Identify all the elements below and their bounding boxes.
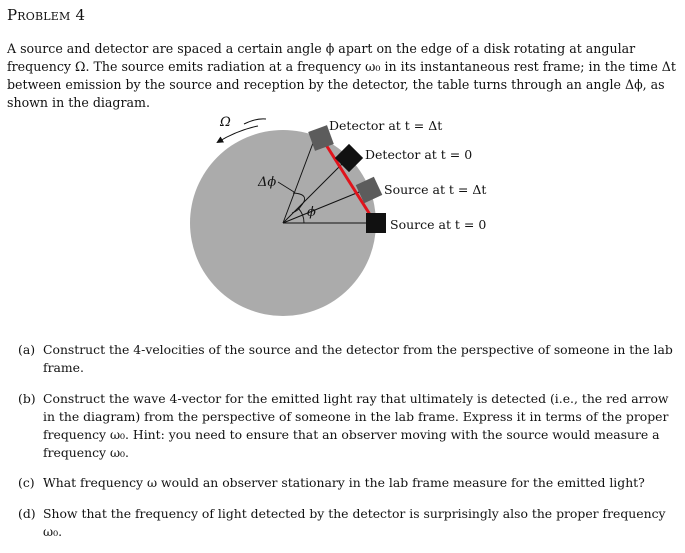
problem-title-text: Problem 4 xyxy=(7,6,86,24)
question-item xyxy=(18,505,678,541)
question-text: Show that the frequency of light detected by the detector is surprisingly also the proper frequency ω₀. xyxy=(43,505,666,539)
detector-dt-label: Detector at t = Δt xyxy=(329,118,443,133)
rotating-disk-diagram xyxy=(186,108,506,308)
source-dt-label: Source at t = Δt xyxy=(384,182,487,197)
source-initial-box xyxy=(366,213,386,233)
detector-0-label: Detector at t = 0 xyxy=(365,147,473,162)
question-item xyxy=(18,474,678,492)
phi-label: ϕ xyxy=(307,205,316,220)
delta-phi-label: Δϕ xyxy=(258,175,277,190)
question-item xyxy=(18,341,678,377)
diagram-svg xyxy=(186,108,506,308)
omega-label: Ω xyxy=(220,115,231,130)
problem-intro xyxy=(7,40,679,112)
intro-paragraph: A source and detector are spaced a certain angle ϕ apart on the edge of a disk rotating at angular frequency Ω. The source emits radiation at a frequency ω₀ in its instantaneous rest frame; in the time Δt between emission by the source and reception by the detector, the table turns through an angle Δϕ, as shown in the diagram. xyxy=(7,41,676,110)
question-list xyxy=(18,341,678,553)
question-item xyxy=(18,390,678,462)
source-0-label: Source at t = 0 xyxy=(390,217,487,232)
question-text: Construct the wave 4-vector for the emitted light ray that ultimately is detected (i.e., the red arrow in the diagram) from the perspective of someone in the lab frame. Express it in terms of the proper frequency ω₀. Hint: you need to ensure that an observer moving with the source would measure a frequency ω₀. xyxy=(43,390,669,460)
question-marker: (a) xyxy=(18,342,36,357)
question-text: Construct the 4-velocities of the source and the detector from the perspective of someone in the lab frame. xyxy=(43,342,673,375)
rotation-arc-tail xyxy=(244,119,266,124)
question-marker: (b) xyxy=(18,390,36,406)
question-text: What frequency ω would an observer stationary in the lab frame measure for the emitted light? xyxy=(43,475,645,490)
problem-title xyxy=(7,6,85,24)
question-marker: (c) xyxy=(18,475,35,490)
question-marker: (d) xyxy=(18,505,36,521)
